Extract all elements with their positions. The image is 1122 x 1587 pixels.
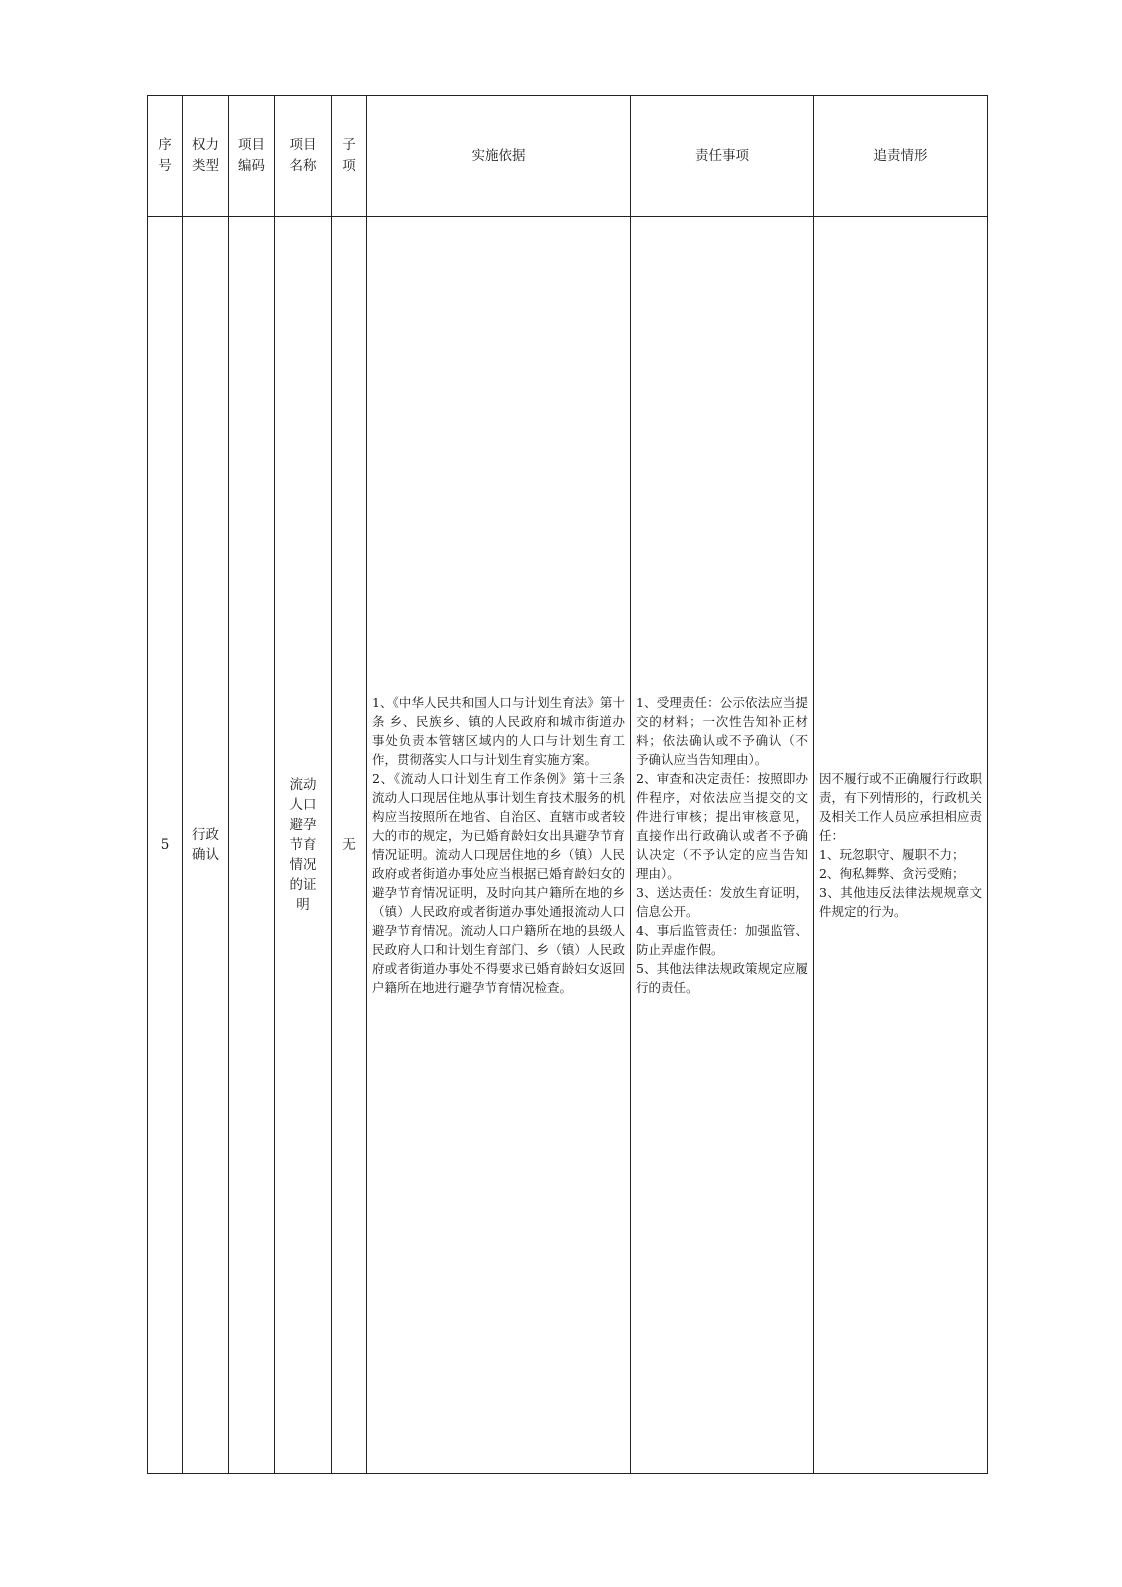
header-power-type: 权力 类型 bbox=[183, 96, 229, 217]
responsibility-item: 1、受理责任：公示依法应当提交的材料；一次性告知补正材料；依法确认或不予确认（不予确认应当告知理由）。 bbox=[636, 695, 808, 767]
responsibility-item: 2、审查和决定责任：按照即办件程序，对依法应当提交的文件进行审核；提出审核意见，直接作出行政确认或者不予确认决定（不予认定的应当告知理由）。 bbox=[636, 771, 808, 881]
basis-paragraph: 2、《流动人口计划生育工作条例》第十三条 流动人口现居住地从事计划生育技术服务的机构应当按照所在地省、自治区、直辖市或者较大的市的规定，为已婚育龄妇女出具避孕节育情况证明。流动人口现居住地的乡（镇）人民政府或者街道办事处应当根据已婚育龄妇女的避孕节育情况证明，及时向其户籍所在地的乡（镇）人民政府或者街道办事处通报流动人口避孕节育情况。流动人口户籍所在地的县级人民政府人口和计划生育部门、乡（镇）人民政府或者街道办事处不得要求已婚育龄妇女返回户籍所在地进行避孕节育情况检查。 bbox=[372, 771, 625, 995]
accountability-item: 因不履行或不正确履行行政职责，有下列情形的，行政机关及相关工作人员应承担相应责任： bbox=[819, 771, 982, 843]
cell-responsibility bbox=[631, 217, 814, 1474]
power-list-table bbox=[147, 95, 988, 1474]
accountability-item: 3、其他违反法律法规规章文件规定的行为。 bbox=[819, 885, 982, 919]
cell-accountability bbox=[814, 217, 988, 1474]
cell-item-code bbox=[229, 217, 275, 1474]
table-row bbox=[148, 217, 988, 1474]
responsibility-item: 3、送达责任：发放生育证明，信息公开。 bbox=[636, 885, 808, 919]
responsibility-item: 4、事后监管责任：加强监管、防止弄虚作假。 bbox=[636, 923, 808, 957]
cell-power-type: 行政 确认 bbox=[183, 217, 229, 1474]
header-basis: 实施依据 bbox=[367, 96, 631, 217]
cell-item-name: 流动 人口 避孕 节育 情况 的证 明 bbox=[275, 217, 332, 1474]
header-accountability: 追责情形 bbox=[814, 96, 988, 217]
header-sub-item: 子 项 bbox=[332, 96, 367, 217]
header-responsibility: 责任事项 bbox=[631, 96, 814, 217]
accountability-item: 2、徇私舞弊、贪污受贿； bbox=[819, 866, 965, 881]
responsibility-item: 5、其他法律法规政策规定应履行的责任。 bbox=[636, 961, 808, 995]
cell-sub-item: 无 bbox=[332, 217, 367, 1474]
header-seq: 序 号 bbox=[148, 96, 183, 217]
header-row bbox=[148, 96, 988, 217]
basis-paragraph: 1、《中华人民共和国人口与计划生育法》第十条 乡、民族乡、镇的人民政府和城市街道办事处负责本管辖区域内的人口与计划生育工作，贯彻落实人口与计划生育实施方案。 bbox=[372, 695, 625, 767]
cell-seq: 5 bbox=[148, 217, 183, 1474]
header-item-name: 项目 名称 bbox=[275, 96, 332, 217]
header-item-code: 项目 编码 bbox=[229, 96, 275, 217]
cell-basis bbox=[367, 217, 631, 1474]
accountability-item: 1、玩忽职守、履职不力； bbox=[819, 847, 965, 862]
